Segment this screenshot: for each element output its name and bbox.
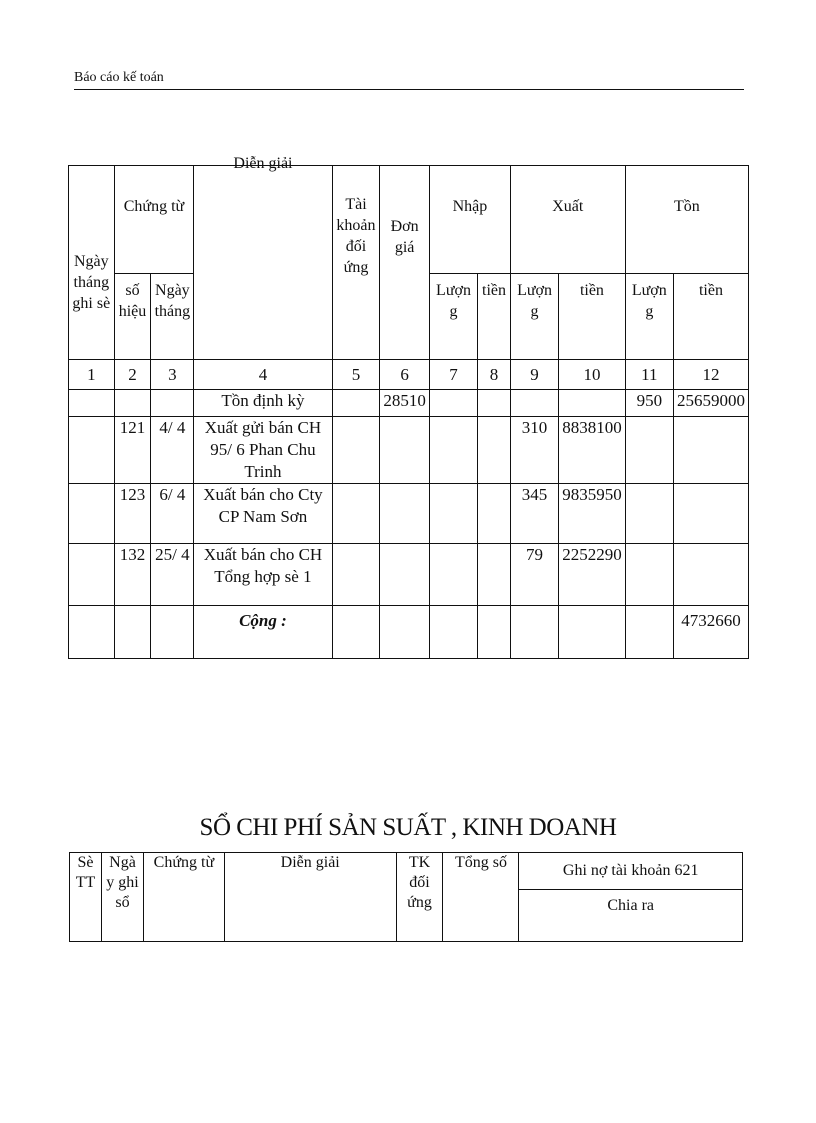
table-row bbox=[69, 417, 749, 484]
header-import-amount: tiền bbox=[478, 274, 511, 360]
unit-price: 28510 bbox=[380, 390, 430, 417]
header-stock-amount: tiền bbox=[673, 274, 748, 360]
header-voucher: Chứng từ bbox=[114, 166, 194, 274]
header-stt: Sè TT bbox=[70, 853, 102, 942]
export-amount: 9835950 bbox=[559, 484, 626, 544]
header-account: Tài khoản đối ứng bbox=[332, 166, 380, 360]
voucher-no: 121 bbox=[114, 417, 151, 484]
col-number: 6 bbox=[380, 360, 430, 390]
header-debit-621: Ghi nợ tài khoản 621 bbox=[519, 853, 743, 890]
description: Tồn định kỳ bbox=[194, 390, 332, 417]
voucher-date: 6/ 4 bbox=[151, 484, 194, 544]
header-total: Tổng số bbox=[443, 853, 519, 942]
table-row bbox=[69, 544, 749, 606]
col-number: 11 bbox=[625, 360, 673, 390]
cost-ledger-title: SỔ CHI PHÍ SẢN SUẤT , KINH DOANH bbox=[199, 814, 617, 841]
total-label: Cộng : bbox=[239, 611, 287, 630]
description: Xuất bán cho Cty CP Nam Sơn bbox=[194, 484, 332, 544]
voucher-no: 123 bbox=[114, 484, 151, 544]
description: Xuất gửi bán CH 95/ 6 Phan Chu Trinh bbox=[194, 417, 332, 484]
voucher-date bbox=[151, 390, 194, 417]
description: Xuất bán cho CH Tổng hợp sè 1 bbox=[194, 544, 332, 606]
header-description: Diễn giải bbox=[224, 853, 396, 942]
stock-qty bbox=[625, 417, 673, 484]
header-split: Chia ra bbox=[519, 890, 743, 942]
col-number: 9 bbox=[510, 360, 558, 390]
stock-qty bbox=[625, 484, 673, 544]
unit-price bbox=[380, 484, 430, 544]
col-number: 12 bbox=[673, 360, 748, 390]
stock-qty bbox=[625, 544, 673, 606]
header-voucher-date: Ngày tháng bbox=[151, 274, 194, 360]
export-qty: 310 bbox=[510, 417, 558, 484]
inventory-ledger-table bbox=[68, 154, 749, 659]
header-import: Nhập bbox=[429, 166, 510, 274]
total-row bbox=[69, 606, 749, 659]
stock-amount bbox=[673, 484, 748, 544]
voucher-no: 132 bbox=[114, 544, 151, 606]
col-number: 2 bbox=[114, 360, 151, 390]
export-qty: 79 bbox=[510, 544, 558, 606]
unit-price bbox=[380, 544, 430, 606]
header-stock-qty: Lượn g bbox=[625, 274, 673, 360]
stock-qty: 950 bbox=[625, 390, 673, 417]
cost-ledger-table bbox=[69, 852, 743, 942]
header-description: Diễn giải bbox=[194, 166, 332, 360]
col-number: 3 bbox=[151, 360, 194, 390]
table-row bbox=[69, 390, 749, 417]
col-number: 10 bbox=[559, 360, 626, 390]
total-stock-amount: 4732660 bbox=[681, 611, 741, 630]
page-header bbox=[74, 70, 744, 90]
header-export-qty: Lượn g bbox=[510, 274, 558, 360]
stock-amount bbox=[673, 417, 748, 484]
header-account: TK đối ứng bbox=[396, 853, 443, 942]
stock-amount bbox=[673, 544, 748, 606]
header-import-qty: Lượn g bbox=[429, 274, 477, 360]
header-date: Ngày tháng ghi sè bbox=[69, 166, 115, 360]
header-export: Xuất bbox=[510, 166, 625, 274]
header-export-amount: tiền bbox=[559, 274, 626, 360]
stock-amount: 25659000 bbox=[673, 390, 748, 417]
unit-price bbox=[380, 417, 430, 484]
header-stock: Tồn bbox=[625, 166, 748, 274]
header-voucher: Chứng từ bbox=[143, 853, 224, 942]
export-amount: 2252290 bbox=[559, 544, 626, 606]
header-price: Đơn giá bbox=[380, 166, 430, 360]
header-title: Báo cáo kế toán bbox=[74, 70, 164, 85]
col-number: 5 bbox=[332, 360, 380, 390]
export-amount: 8838100 bbox=[559, 417, 626, 484]
column-number-row bbox=[69, 360, 749, 390]
export-qty bbox=[510, 390, 558, 417]
export-qty: 345 bbox=[510, 484, 558, 544]
table-row bbox=[69, 484, 749, 544]
voucher-no bbox=[114, 390, 151, 417]
header-voucher-no: số hiệu bbox=[114, 274, 151, 360]
col-number: 7 bbox=[429, 360, 477, 390]
col-number: 4 bbox=[194, 360, 332, 390]
voucher-date: 25/ 4 bbox=[151, 544, 194, 606]
header-record-date: Ngà y ghi sổ bbox=[101, 853, 143, 942]
voucher-date: 4/ 4 bbox=[151, 417, 194, 484]
col-number: 1 bbox=[69, 360, 115, 390]
export-amount bbox=[559, 390, 626, 417]
col-number: 8 bbox=[478, 360, 511, 390]
